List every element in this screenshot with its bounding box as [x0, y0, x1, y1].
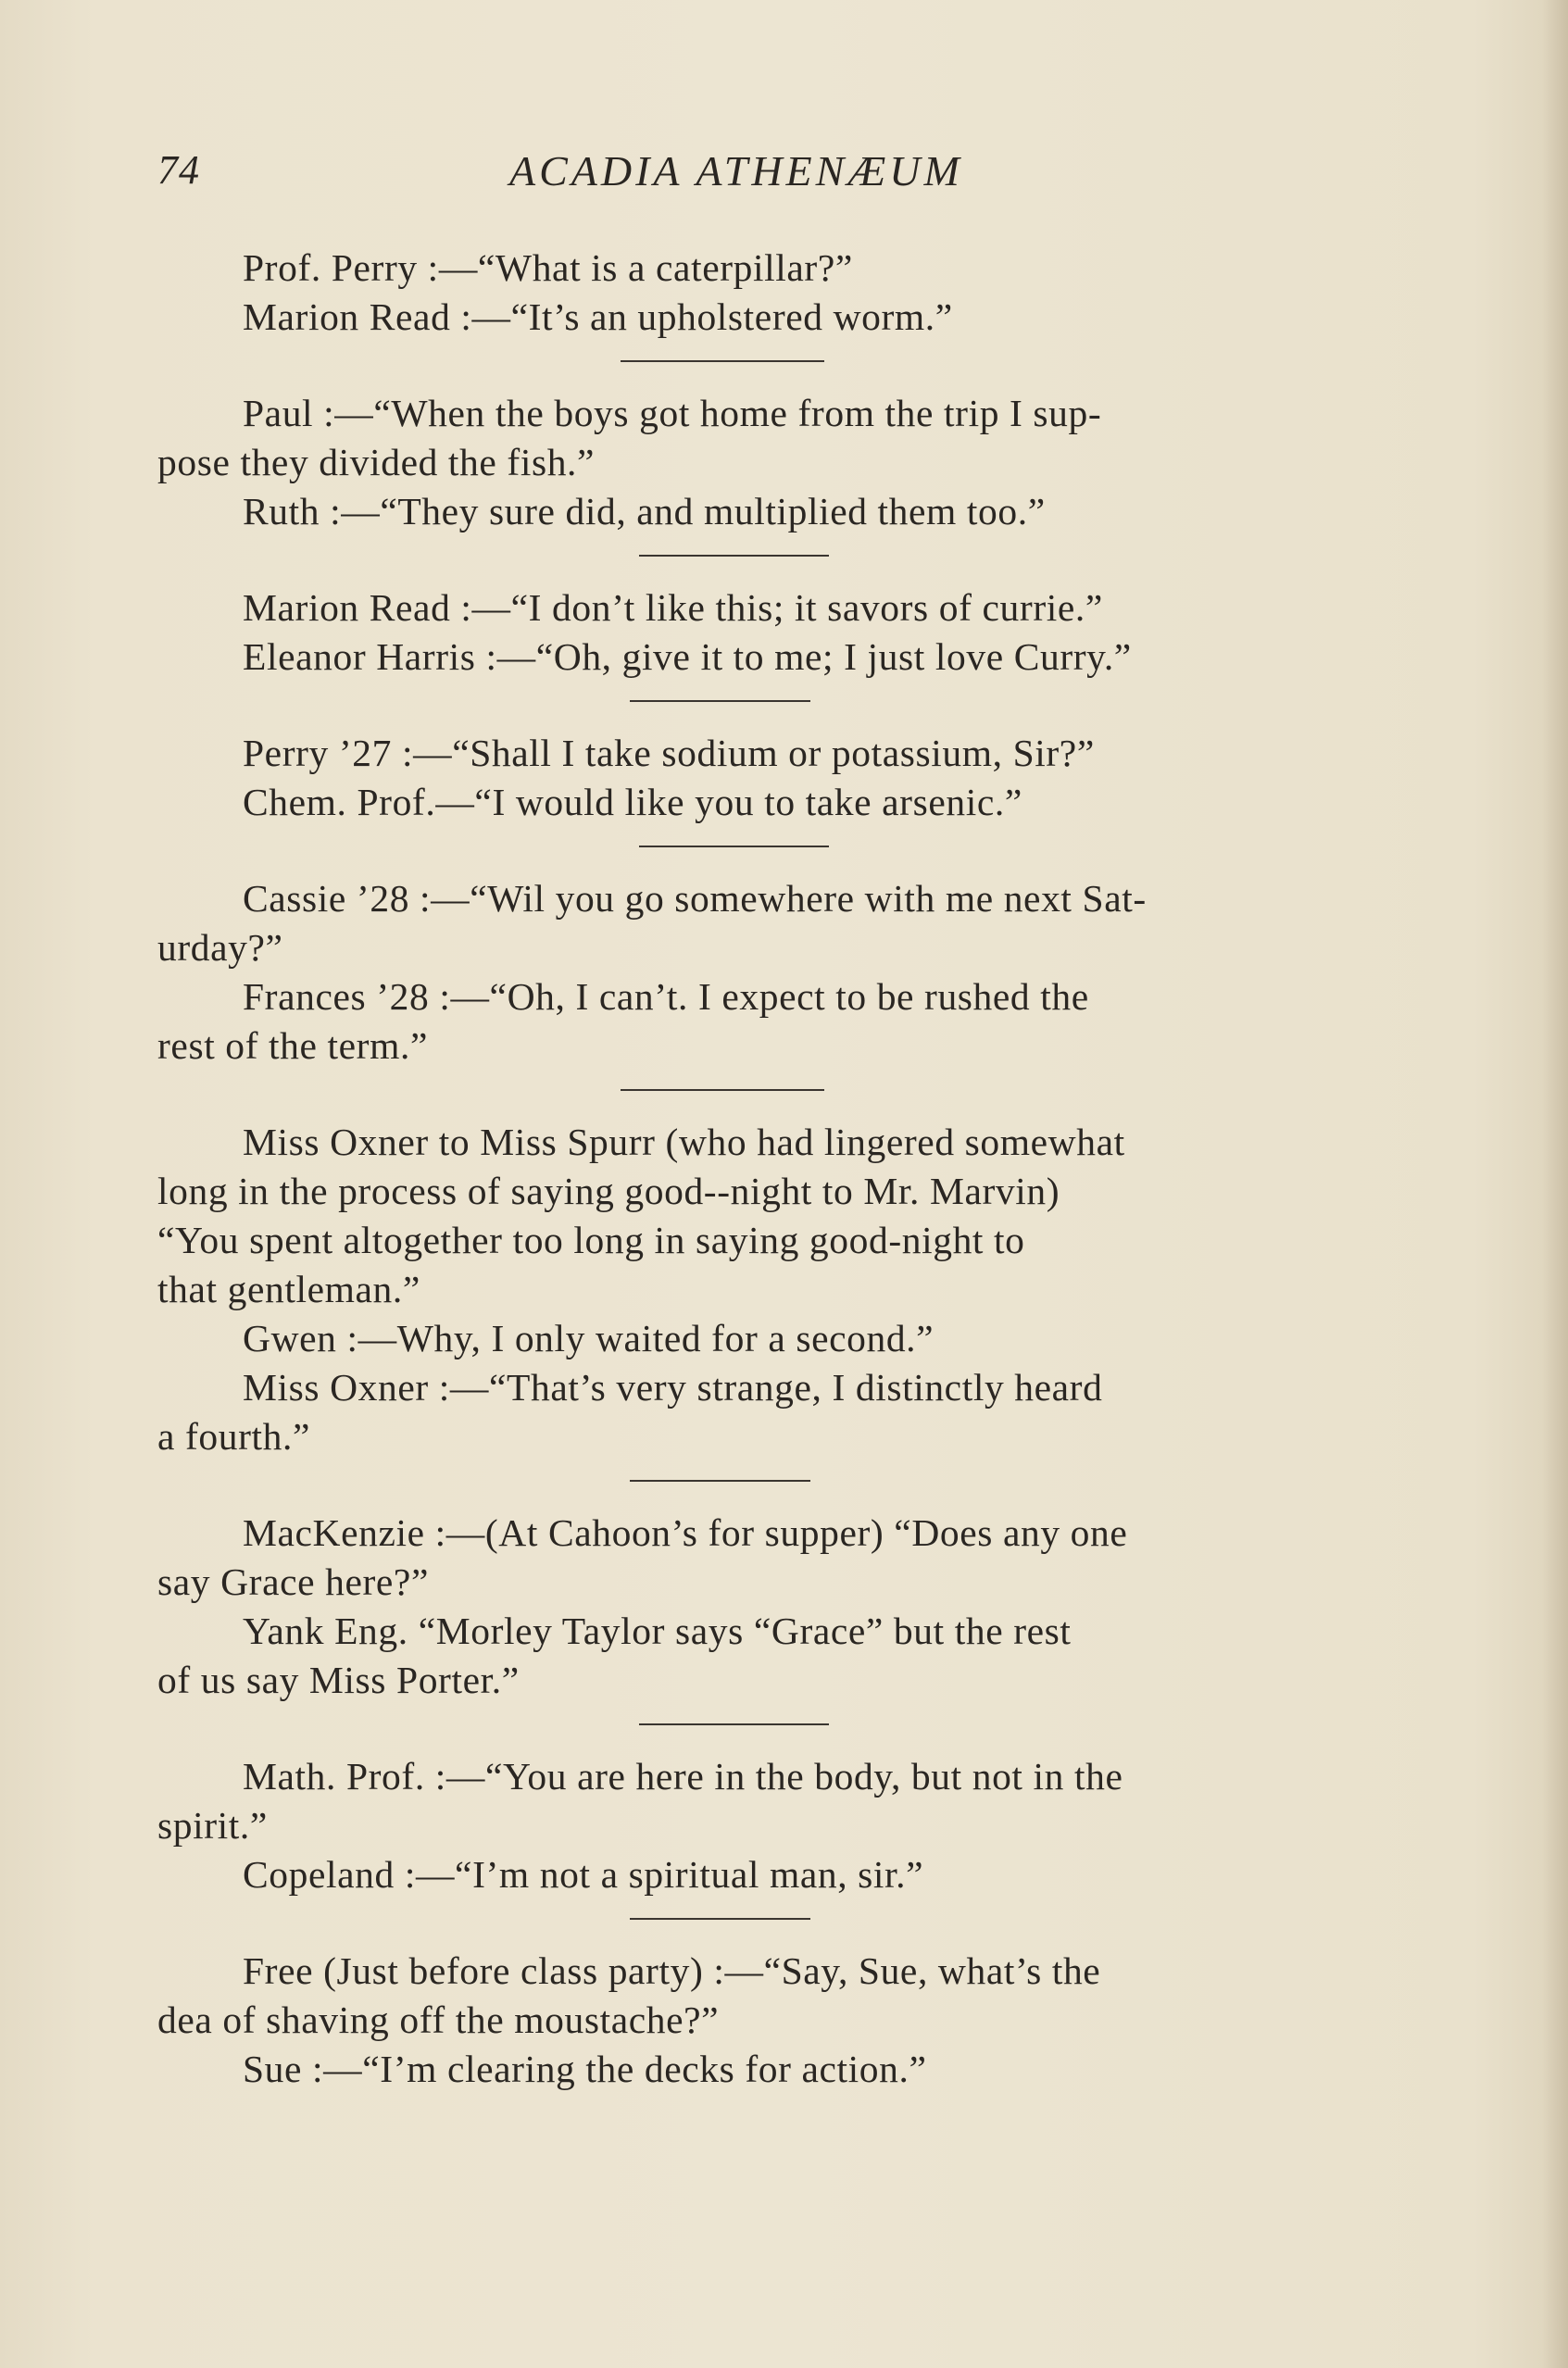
page-header	[157, 146, 1380, 202]
text-line: Copeland :—“I’m not a spiritual man, sir.”	[243, 1853, 924, 1896]
text-line: that gentleman.”	[157, 1268, 420, 1310]
separator-rule	[621, 1089, 824, 1091]
text-line: rest of the term.”	[157, 1024, 428, 1067]
running-title: ACADIA ATHENÆUM	[509, 147, 963, 194]
text-line: MacKenzie :—(At Cahoon’s for supper) “Does any one	[243, 1511, 1128, 1554]
joke-block	[157, 1752, 1385, 1899]
text-line: Marion Read :—“I don’t like this; it savors of currie.”	[243, 586, 1103, 629]
separator-rule	[630, 1480, 810, 1482]
text-line: Yank Eng. “Morley Taylor says “Grace” but the rest	[243, 1610, 1072, 1652]
text-line: long in the process of saying good--night to Mr. Marvin)	[157, 1170, 1060, 1212]
separator-rule	[639, 555, 829, 557]
text-line: Sue :—“I’m clearing the decks for action.”	[243, 2048, 927, 2090]
text-line: dea of shaving off the moustache?”	[157, 1998, 720, 2041]
text-line: Chem. Prof.—“I would like you to take arsenic.”	[243, 781, 1022, 823]
separator-rule	[630, 1918, 810, 1920]
text-line: Eleanor Harris :—“Oh, give it to me; I just love Curry.”	[243, 635, 1132, 678]
text-line: Cassie ’28 :—“Wil you go somewhere with me next Sat-	[243, 877, 1147, 920]
page-edge-shadow	[1542, 0, 1568, 2368]
joke-block	[157, 244, 1385, 342]
text-line: Gwen :—Why, I only waited for a second.”	[243, 1317, 935, 1359]
text-line: say Grace here?”	[157, 1560, 429, 1603]
text-line: Prof. Perry :—“What is a caterpillar?”	[243, 246, 853, 289]
text-line: Free (Just before class party) :—“Say, Sue, what’s the	[243, 1949, 1101, 1992]
joke-block	[157, 729, 1385, 827]
joke-block	[157, 1118, 1385, 1461]
text-line: “You spent altogether too long in saying good-night to	[157, 1219, 1025, 1261]
joke-block	[157, 389, 1385, 536]
joke-block	[157, 583, 1385, 682]
text-line: Marion Read :—“It’s an upholstered worm.”	[243, 295, 953, 338]
text-line: Ruth :—“They sure did, and multiplied them too.”	[243, 490, 1046, 532]
jokes-column	[157, 244, 1385, 2094]
text-line: Math. Prof. :—“You are here in the body, but not in the	[243, 1755, 1123, 1798]
text-line: Perry ’27 :—“Shall I take sodium or potassium, Sir?”	[243, 732, 1095, 774]
joke-block	[157, 1509, 1385, 1705]
separator-rule	[630, 700, 810, 702]
separator-rule	[621, 360, 824, 362]
text-line: Frances ’28 :—“Oh, I can’t. I expect to be rushed the	[243, 975, 1089, 1018]
text-line: of us say Miss Porter.”	[157, 1659, 520, 1701]
text-line: Miss Oxner to Miss Spurr (who had lingered somewhat	[243, 1121, 1125, 1163]
text-line: a fourth.”	[157, 1415, 311, 1458]
separator-rule	[639, 846, 829, 847]
text-line: Miss Oxner :—“That’s very strange, I distinctly heard	[243, 1366, 1103, 1409]
text-line: Paul :—“When the boys got home from the trip I sup-	[243, 392, 1102, 434]
text-line: urday?”	[157, 926, 283, 969]
joke-block	[157, 1947, 1385, 2094]
text-line: pose they divided the fish.”	[157, 441, 596, 483]
text-line: spirit.”	[157, 1804, 268, 1847]
separator-rule	[639, 1723, 829, 1725]
joke-block	[157, 874, 1385, 1071]
page-number: 74	[157, 147, 200, 193]
